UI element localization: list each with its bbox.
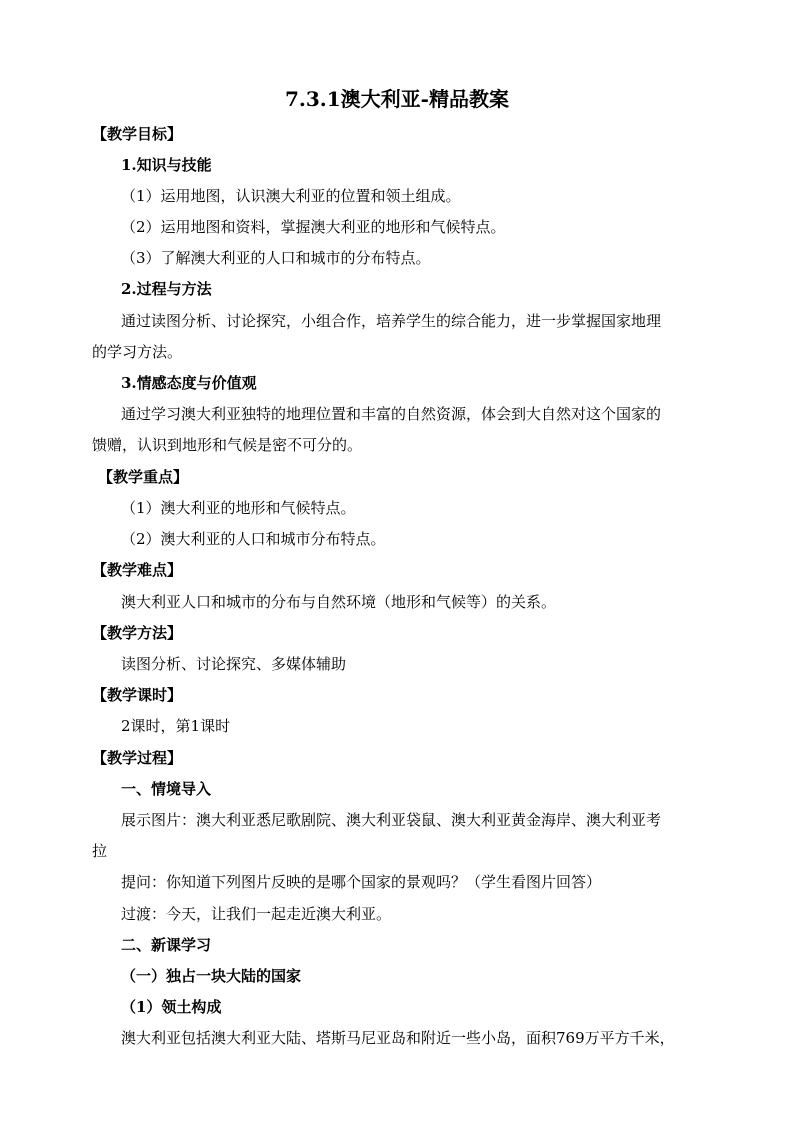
paragraph-line: 的学习方法。 — [92, 343, 183, 361]
methods-text: 读图分析、讨论探究、多媒体辅助 — [121, 655, 347, 673]
process-section-heading: 【教学过程】 — [92, 749, 183, 767]
knowledge-item: （3）了解澳大利亚的人口和城市的分布特点。 — [121, 249, 431, 267]
key-point-item: （1）澳大利亚的地形和气候特点。 — [121, 499, 356, 517]
knowledge-item: （2）运用地图和资料，掌握澳大利亚的地形和气候特点。 — [121, 218, 506, 236]
emotion-heading: 3.情感态度与价值观 — [121, 374, 257, 392]
paragraph-line: 拉 — [92, 842, 108, 860]
paragraph-line: 通过学习澳大利亚独特的地理位置和丰富的自然资源，体会到大自然对这个国家的 — [121, 405, 662, 423]
difficulties-heading: 【教学难点】 — [92, 561, 183, 579]
process-heading: 2.过程与方法 — [121, 280, 212, 298]
knowledge-item: （1）运用地图，认识澳大利亚的位置和领土组成。 — [121, 187, 461, 205]
paragraph-line: 提问：你知道下列图片反映的是哪个国家的景观吗？（学生看图片回答） — [121, 873, 602, 891]
methods-heading: 【教学方法】 — [92, 624, 183, 642]
objectives-heading: 【教学目标】 — [92, 125, 183, 143]
paragraph-line: 展示图片：澳大利亚悉尼歌剧院、澳大利亚袋鼠、澳大利亚黄金海岸、澳大利亚考 — [121, 811, 662, 829]
subsection-heading: （1）领土构成 — [121, 998, 222, 1016]
paragraph-line: 通过读图分析、讨论探究，小组合作，培养学生的综合能力，进一步掌握国家地理 — [121, 312, 662, 330]
key-point-item: （2）澳大利亚的人口和城市分布特点。 — [121, 530, 386, 548]
hours-heading: 【教学课时】 — [92, 686, 183, 704]
paragraph-line: 馈赠，认识到地形和气候是密不可分的。 — [92, 436, 363, 454]
paragraph-line: 澳大利亚包括澳大利亚大陆、塔斯马尼亚岛和附近一些小岛，面积769万平方千米， — [121, 1029, 675, 1047]
knowledge-heading: 1.知识与技能 — [121, 156, 212, 174]
new-lesson-heading: 二、新课学习 — [121, 936, 212, 954]
difficulties-text: 澳大利亚人口和城市的分布与自然环境（地形和气候等）的关系。 — [121, 593, 557, 611]
key-points-heading: 【教学重点】 — [98, 468, 189, 486]
document-title: 7.3.1澳大利亚-精品教案 — [285, 87, 509, 111]
paragraph-line: 过渡：今天，让我们一起走近澳大利亚。 — [121, 905, 392, 923]
intro-heading: 一、情境导入 — [121, 780, 212, 798]
subsection-heading: （一）独占一块大陆的国家 — [121, 967, 302, 985]
hours-text: 2课时，第1课时 — [121, 717, 231, 735]
